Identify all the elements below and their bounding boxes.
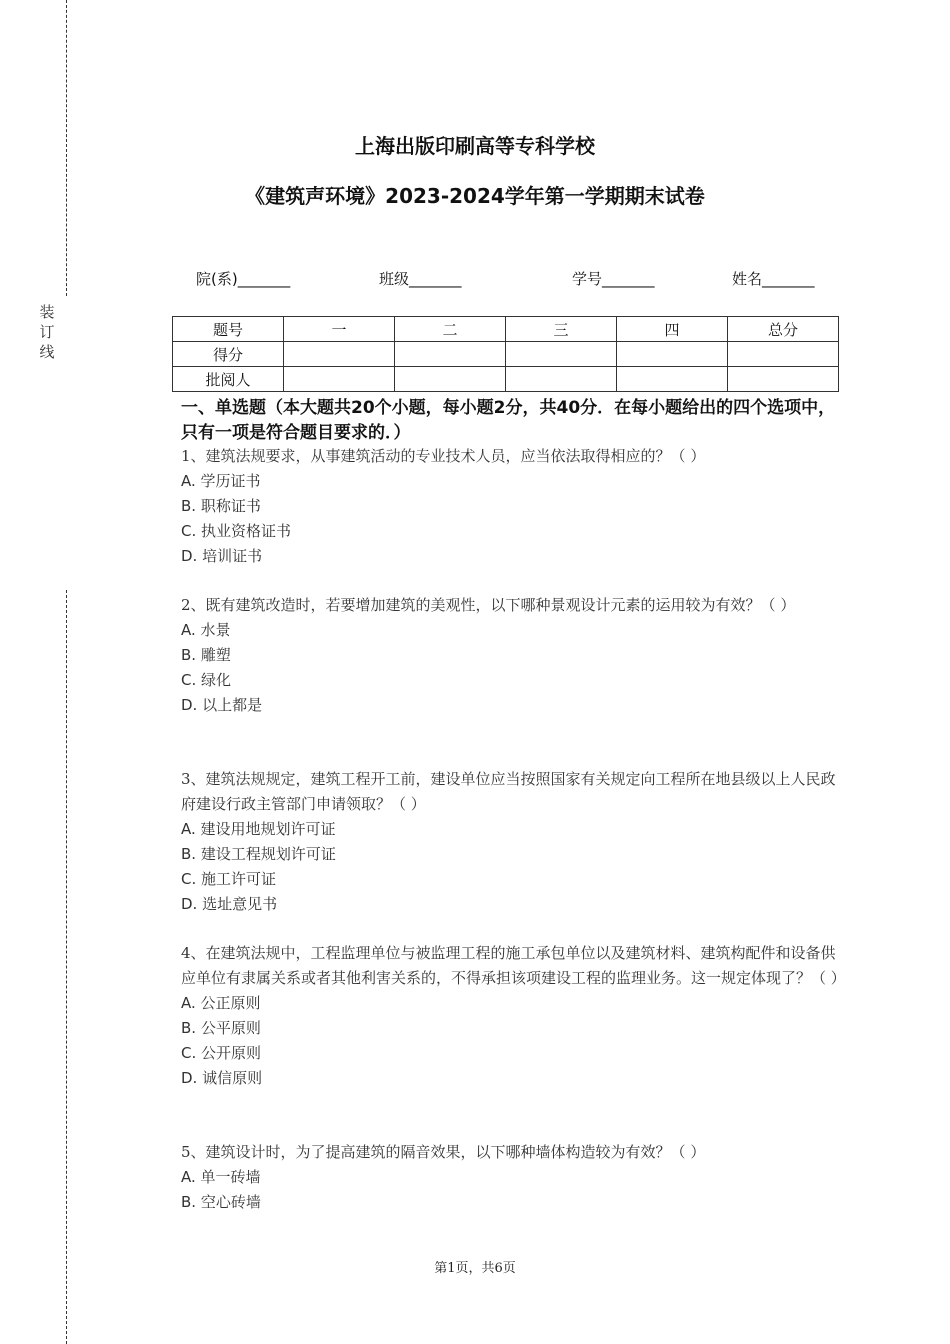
reviewer-cell[interactable] <box>728 367 839 392</box>
question-stem: 2、既有建筑改造时，若要增加建筑的美观性，以下哪种景观设计元素的运用较为有效？（ ） <box>181 596 796 614</box>
option-text: 空心砖墙 <box>200 1193 261 1211</box>
table-header-cell: 四 <box>617 317 728 342</box>
page-number: 第1页，共6页 <box>434 1261 516 1276</box>
student-info-row <box>0 268 950 292</box>
score-table <box>172 316 839 392</box>
option-text: 单一砖墙 <box>200 1168 261 1186</box>
question-stem: 3、建筑法规规定，建筑工程开工前，建设单位应当按照国家有关规定向工程所在地县级以上人民政府建设行政主管部门申请领取？（ ） <box>181 770 836 813</box>
option-c[interactable] <box>181 519 841 544</box>
option-letter: A. <box>181 472 196 490</box>
option-text: 公正原则 <box>200 994 261 1012</box>
option-text: 建设用地规划许可证 <box>200 820 336 838</box>
option-b[interactable] <box>181 1016 841 1041</box>
option-c[interactable] <box>181 867 841 892</box>
option-letter: C. <box>181 671 197 689</box>
reviewer-cell[interactable] <box>284 367 395 392</box>
option-a[interactable] <box>181 1165 841 1190</box>
question-3 <box>181 767 841 917</box>
question-1 <box>181 444 841 569</box>
table-header-cell: 总分 <box>728 317 839 342</box>
option-c[interactable] <box>181 668 841 693</box>
option-letter: C. <box>181 870 197 888</box>
option-letter: B. <box>181 1019 197 1037</box>
option-text: 执业资格证书 <box>201 522 292 540</box>
option-text: 水景 <box>200 621 231 639</box>
option-d[interactable] <box>181 1066 841 1091</box>
option-c[interactable] <box>181 1041 841 1066</box>
option-letter: A. <box>181 1168 196 1186</box>
option-letter: B. <box>181 646 197 664</box>
question-stem: 5、建筑设计时，为了提高建筑的隔音效果，以下哪种墙体构造较为有效？（ ） <box>181 1143 706 1161</box>
option-b[interactable] <box>181 494 841 519</box>
option-text: 公开原则 <box>201 1044 262 1062</box>
option-a[interactable] <box>181 469 841 494</box>
option-b[interactable] <box>181 1190 841 1215</box>
option-a[interactable] <box>181 991 841 1016</box>
option-text: 选址意见书 <box>202 895 278 913</box>
option-letter: D. <box>181 696 198 714</box>
option-b[interactable] <box>181 842 841 867</box>
option-text: 绿化 <box>201 671 232 689</box>
option-text: 职称证书 <box>200 497 261 515</box>
question-stem: 4、在建筑法规中，工程监理单位与被监理工程的施工承包单位以及建筑材料、建筑构配件和设备供应单位有隶属关系或者其他利害关系的，不得承担该项建设工程的监理业务。这一规定体现了？（ ） <box>181 944 846 987</box>
exam-title: 《建筑声环境》2023-2024学年第一学期期末试卷 <box>245 184 705 208</box>
option-letter: D. <box>181 1069 198 1087</box>
table-header-cell: 二 <box>395 317 506 342</box>
question-4 <box>181 941 846 1091</box>
score-cell[interactable] <box>728 342 839 367</box>
table-header-cell: 三 <box>506 317 617 342</box>
table-header-cell: 题号 <box>173 317 284 342</box>
option-d[interactable] <box>181 892 841 917</box>
student-id-field[interactable]: 学号_______ <box>572 270 655 288</box>
option-letter: D. <box>181 547 198 565</box>
option-text: 施工许可证 <box>201 870 277 888</box>
score-cell[interactable] <box>284 342 395 367</box>
table-header-cell: 一 <box>284 317 395 342</box>
school-title: 上海出版印刷高等专科学校 <box>355 134 595 158</box>
question-5 <box>181 1140 841 1215</box>
reviewer-cell[interactable] <box>506 367 617 392</box>
option-letter: A. <box>181 621 196 639</box>
score-cell[interactable] <box>506 342 617 367</box>
score-cell[interactable] <box>617 342 728 367</box>
option-letter: A. <box>181 820 196 838</box>
option-b[interactable] <box>181 643 841 668</box>
score-table-header-row <box>173 317 839 342</box>
option-letter: B. <box>181 1193 197 1211</box>
option-d[interactable] <box>181 544 841 569</box>
reviewer-row <box>173 367 839 392</box>
option-letter: D. <box>181 895 198 913</box>
binding-label-char: 线 <box>39 343 55 361</box>
option-text: 学历证书 <box>200 472 261 490</box>
binding-label-char: 装 <box>39 303 55 321</box>
option-letter: C. <box>181 522 197 540</box>
option-text: 培训证书 <box>202 547 263 565</box>
binding-label <box>38 302 56 362</box>
question-stem: 1、建筑法规要求，从事建筑活动的专业技术人员，应当依法取得相应的？（ ） <box>181 447 706 465</box>
option-letter: A. <box>181 994 196 1012</box>
option-a[interactable] <box>181 618 841 643</box>
option-text: 公平原则 <box>200 1019 261 1037</box>
binding-dashed-line-bottom <box>66 590 67 1344</box>
option-letter: B. <box>181 845 197 863</box>
option-a[interactable] <box>181 817 841 842</box>
reviewer-cell[interactable] <box>395 367 506 392</box>
option-d[interactable] <box>181 693 841 718</box>
department-field[interactable]: 院(系)_______ <box>196 270 291 288</box>
score-cell[interactable] <box>395 342 506 367</box>
section-heading: 一、单选题（本大题共20个小题，每小题2分，共40分．在每小题给出的四个选项中，只有一项是符合题目要求的．） <box>181 398 836 443</box>
row-label-cell: 得分 <box>173 342 284 367</box>
class-field[interactable]: 班级_______ <box>379 270 462 288</box>
score-row <box>173 342 839 367</box>
reviewer-cell[interactable] <box>617 367 728 392</box>
option-text: 诚信原则 <box>202 1069 263 1087</box>
name-field[interactable]: 姓名_______ <box>732 270 815 288</box>
question-2 <box>181 593 841 718</box>
option-letter: B. <box>181 497 197 515</box>
option-text: 建设工程规划许可证 <box>200 845 336 863</box>
option-text: 雕塑 <box>200 646 231 664</box>
option-letter: C. <box>181 1044 197 1062</box>
binding-label-char: 订 <box>39 323 55 341</box>
option-text: 以上都是 <box>202 696 263 714</box>
row-label-cell: 批阅人 <box>173 367 284 392</box>
